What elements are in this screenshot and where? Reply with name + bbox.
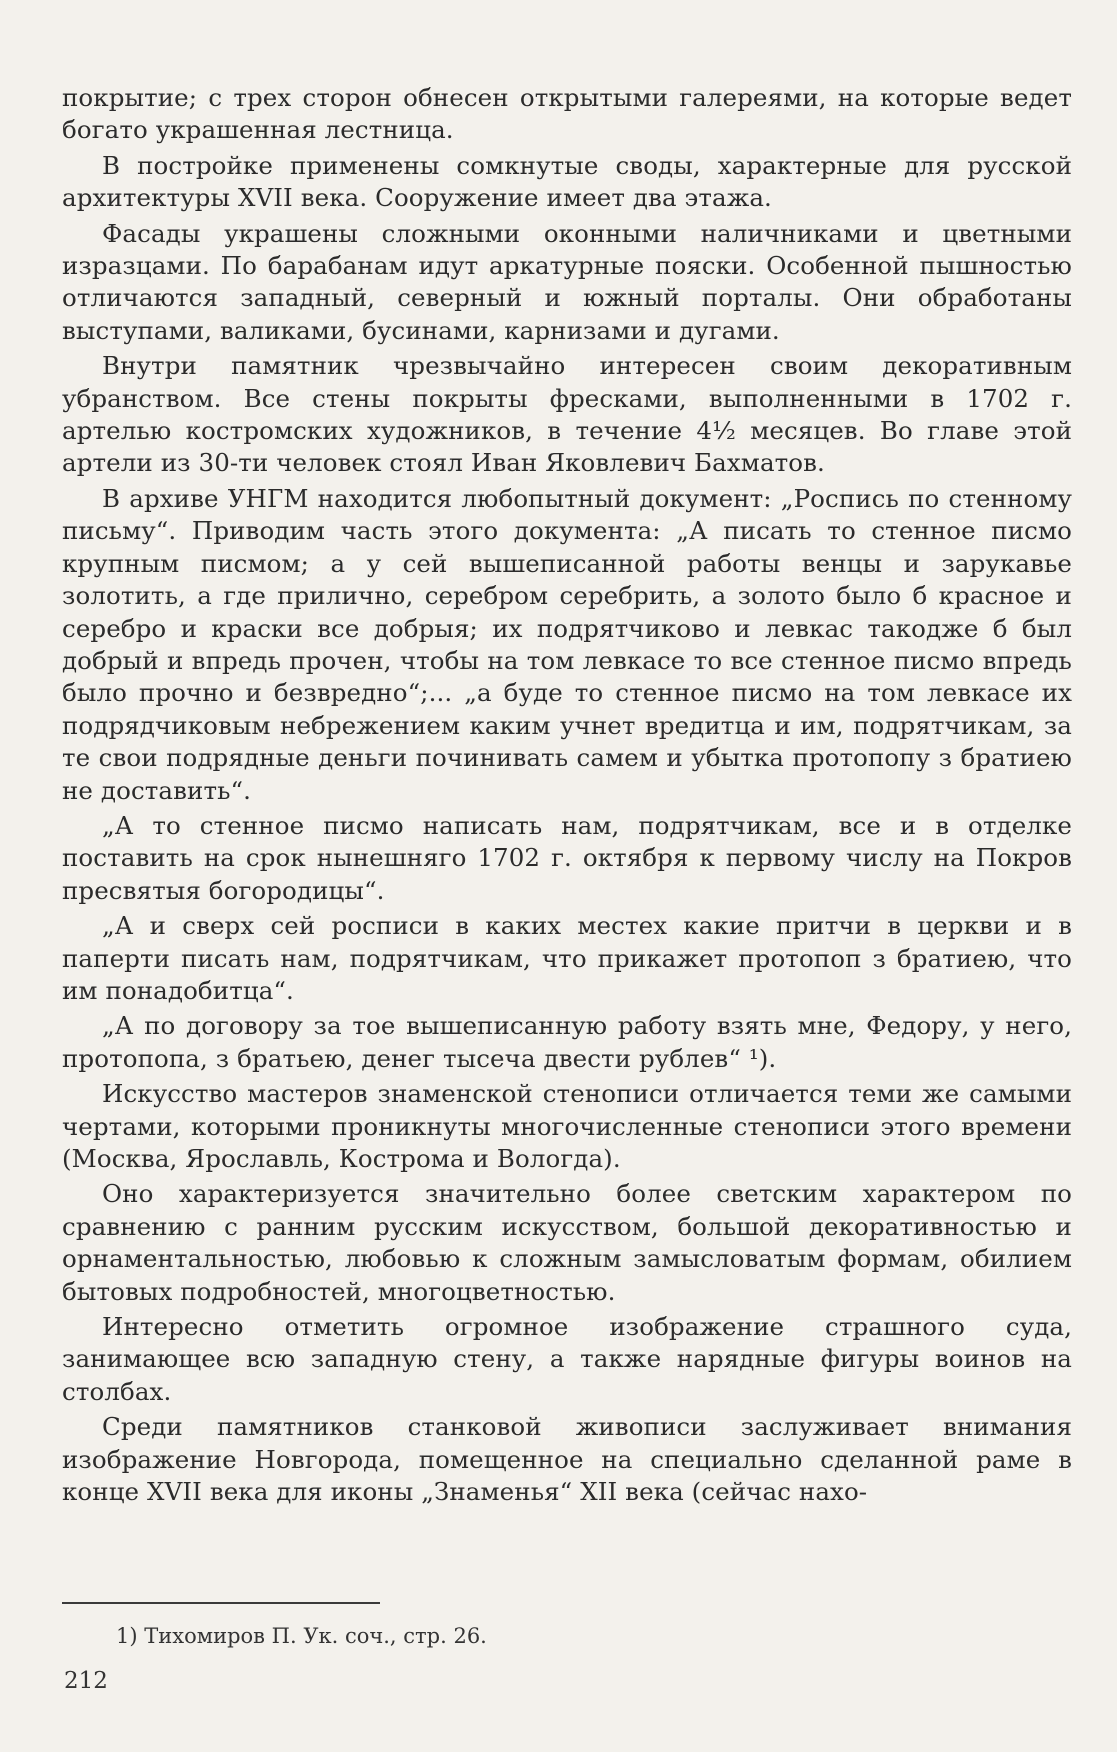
paragraph-6: „А то стенное писмо написать нам, подрятчикам, все и в отделке поставить на срок нынешняго 1702 г. октября к первому числу на Покров пресвятыя богородицы“.	[62, 810, 1072, 905]
footnote-text: Тихомиров П. Ук. соч., стр. 26.	[144, 1624, 487, 1648]
page-number: 212	[64, 1668, 108, 1694]
main-text	[62, 82, 1072, 1508]
footnote-marker: 1)	[116, 1624, 138, 1648]
paragraph-3: Фасады украшены сложными оконными наличниками и цветными изразцами. По барабанам идут аркатурные пояски. Особенной пышностью отличаются западный, северный и южный порталы. Они обработаны выступами, валиками, бусинами, карнизами и дугами.	[62, 218, 1072, 345]
paragraph-9: Искусство мастеров знаменской стенописи отличается теми же самыми чертами, которыми проникнуты многочисленные стенописи этого времени (Москва, Ярославль, Кострома и Вологда).	[62, 1079, 1072, 1173]
paragraph-2: В постройке применены сомкнутые своды, характерные для русской архитектуры XVII века. Сооружение имеет два этажа.	[62, 150, 1072, 213]
paragraph-5: В архиве УНГМ находится любопытный документ: „Роспись по стенному письму“. Приводим часть этого документа: „А писать то стенное писмо крупным писмом; а у сей вышеписанной работы венцы и зарукавье золотить, а где прилично, серебром серебрить, а золото было б красное и серебро и краски все добрыя; их подрятчиково и левкас такодже б был добрый и впредь прочен, чтобы на том левкасе то все стенное писмо впредь было прочно и безвредно“;... „а буде то стенное писмо на том левкасе их подрядчиковым небрежением каким учнет вредитца и им, подрятчикам, за те свои подрядные деньги починивать самем и убытка протопопу з братиею не доставить“.	[62, 483, 1072, 805]
paragraph-7: „А и сверх сей росписи в каких местех какие притчи в церкви и в паперти писать нам, подрятчикам, что прикажет протопоп з братиею, что им понадобитца“.	[62, 911, 1072, 1005]
paragraph-4: Внутри памятник чрезвычайно интересен своим декоративным убранством. Все стены покрыты фресками, выполненными в 1702 г. артелью костромских художников, в течение 4½ месяцев. Во главе этой артели из 30-ти человек стоял Иван Яковлевич Бахматов.	[62, 351, 1072, 478]
paragraph-12: Среди памятников станковой живописи заслуживает внимания изображение Новгорода, помещенное на специально сделанной раме в конце XVII века для иконы „Знаменья“ XII века (сейчас нахо-	[62, 1412, 1072, 1507]
footnote-divider	[62, 1602, 380, 1604]
paragraph-11: Интересно отметить огромное изображение страшного суда, занимающее всю западную стену, а также нарядные фигуры воинов на столбах.	[62, 1312, 1072, 1406]
paragraph-8: „А по договору за тое вышеписанную работу взять мне, Федору, у него, протопопа, з братьею, денег тысеча двести рублев“ ¹).	[62, 1011, 1072, 1073]
page-body	[62, 82, 1072, 1511]
paragraph-10: Оно характеризуется значительно более светским характером по сравнению с ранним русским искусством, большой декоративностью и орнаментальностью, любовью к сложным замысловатым формам, обилием бытовых подробностей, многоцветностью.	[62, 1179, 1072, 1306]
paragraph-1: покрытие; с трех сторон обнесен открытыми галереями, на которые ведет богато украшенная лестница.	[62, 83, 1072, 145]
footnote	[116, 1622, 487, 1650]
